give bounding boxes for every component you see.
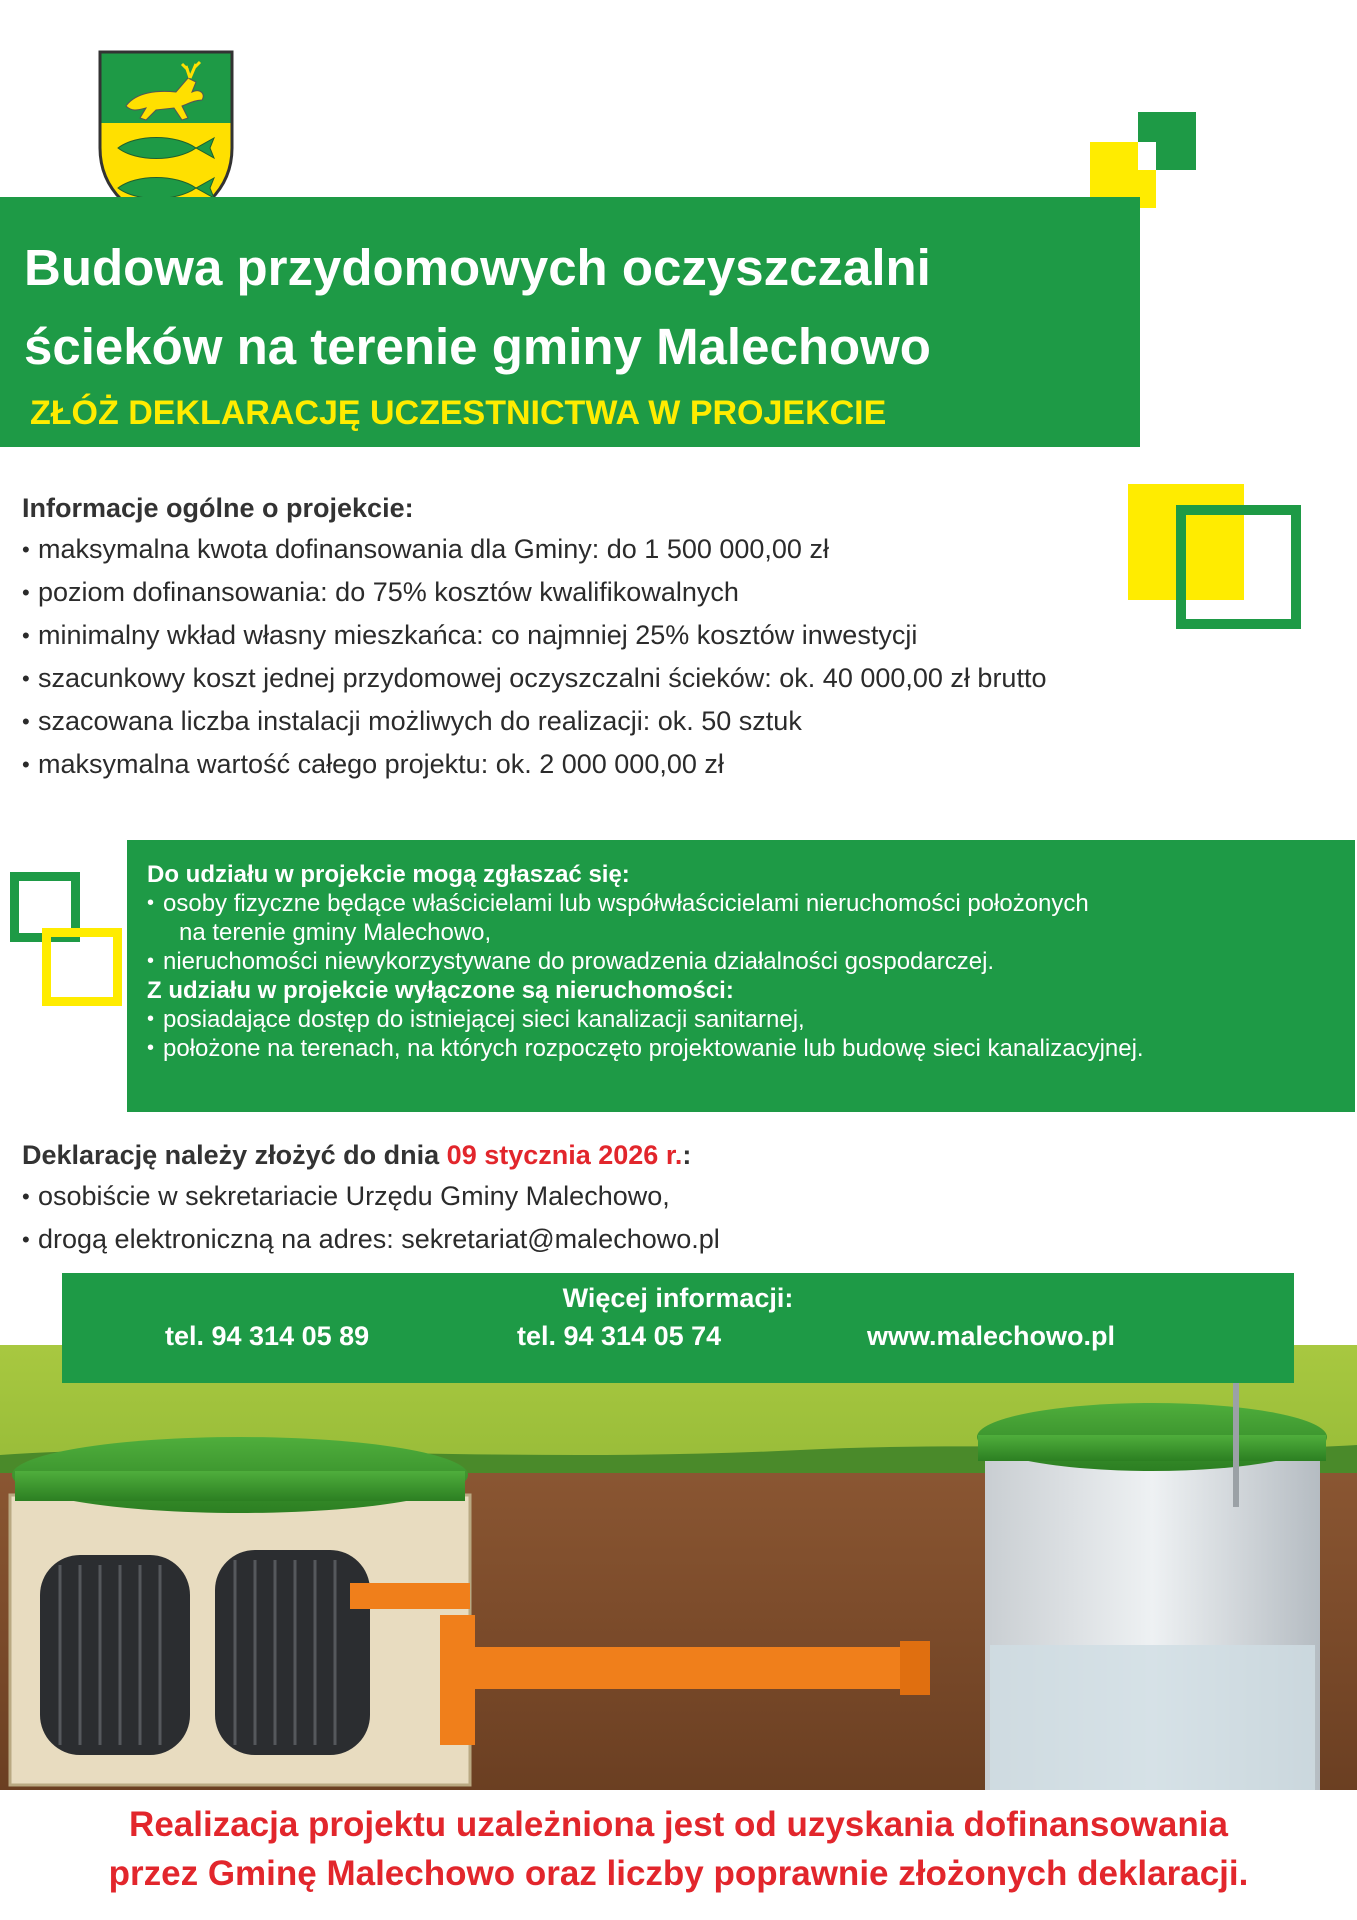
exclusion-heading: Z udziału w projekcie wyłączone są nieruchomości: <box>147 977 734 1004</box>
list-item: • nieruchomości niewykorzystywane do prowadzenia działalności gospodarczej. <box>147 947 1355 976</box>
note-line-2: przez Gminę Malechowo oraz liczby poprawnie złożonych deklaracji. <box>108 1854 1249 1893</box>
general-info-heading: Informacje ogólne o projekcie: <box>22 493 414 523</box>
list-item: • osoby fizyczne będące właścicielami lub współwłaścicielami nieruchomości położonych <box>147 889 1355 918</box>
phone-link-1[interactable]: tel. 94 314 05 89 <box>165 1321 370 1351</box>
list-item: • drogą elektroniczną na adres: sekretariat@malechowo.pl <box>22 1218 1322 1261</box>
contact-title: Więcej informacji: <box>562 1283 794 1313</box>
page-title <box>24 228 1134 386</box>
deadline-section <box>22 1135 1322 1261</box>
list-item: • posiadające dostęp do istniejącej sieci kanalizacji sanitarnej, <box>147 1005 1355 1034</box>
list-item-continuation: na terenie gminy Malechowo, <box>179 919 492 946</box>
funding-note <box>0 1790 1357 1920</box>
list-item: • maksymalna kwota dofinansowania dla Gminy: do 1 500 000,00 zł <box>22 528 1322 571</box>
list-item: • szacowana liczba instalacji możliwych do realizacji: ok. 50 sztuk <box>22 700 1322 743</box>
decor-white-gap <box>1138 142 1156 170</box>
list-item: • osobiście w sekretariacie Urzędu Gminy Malechowo, <box>22 1175 1322 1218</box>
general-info-section <box>22 488 1322 786</box>
list-item: • minimalny wkład własny mieszkańca: co najmniej 25% kosztów inwestycji <box>22 614 1322 657</box>
septic-tank-illustration <box>0 1345 1357 1790</box>
deadline-suffix: : <box>682 1140 692 1170</box>
note-line-1: Realizacja projektu uzależniona jest od uzyskania dofinansowania <box>129 1805 1228 1844</box>
website-link[interactable]: www.malechowo.pl <box>867 1321 1116 1351</box>
deadline-prefix: Deklarację należy złożyć do dnia <box>22 1140 447 1170</box>
title-line-2: ścieków na terenie gminy Malechowo <box>24 318 931 375</box>
list-item: • poziom dofinansowania: do 75% kosztów kwalifikowalnych <box>22 571 1322 614</box>
contact-bar <box>62 1273 1294 1383</box>
page-subtitle: ZŁÓŻ DEKLARACJĘ UCZESTNICTWA W PROJEKCIE <box>30 394 887 432</box>
list-item: • położone na terenach, na których rozpoczęto projektowanie lub budowę sieci kanalizacyjnej. <box>147 1034 1355 1063</box>
list-item: • maksymalna wartość całego projektu: ok. 2 000 000,00 zł <box>22 743 1322 786</box>
title-line-1: Budowa przydomowych oczyszczalni <box>24 239 931 296</box>
eligibility-box <box>127 840 1355 1112</box>
decor-yellow-outline-square <box>42 928 122 1006</box>
eligibility-heading: Do udziału w projekcie mogą zgłaszać się: <box>147 861 630 888</box>
deadline-date: 09 stycznia 2026 r. <box>446 1140 683 1170</box>
list-item: • szacunkowy koszt jednej przydomowej oczyszczalni ścieków: ok. 40 000,00 zł brutto <box>22 657 1322 700</box>
phone-link-2[interactable]: tel. 94 314 05 74 <box>517 1321 722 1351</box>
deadline-heading <box>22 1135 1322 1175</box>
